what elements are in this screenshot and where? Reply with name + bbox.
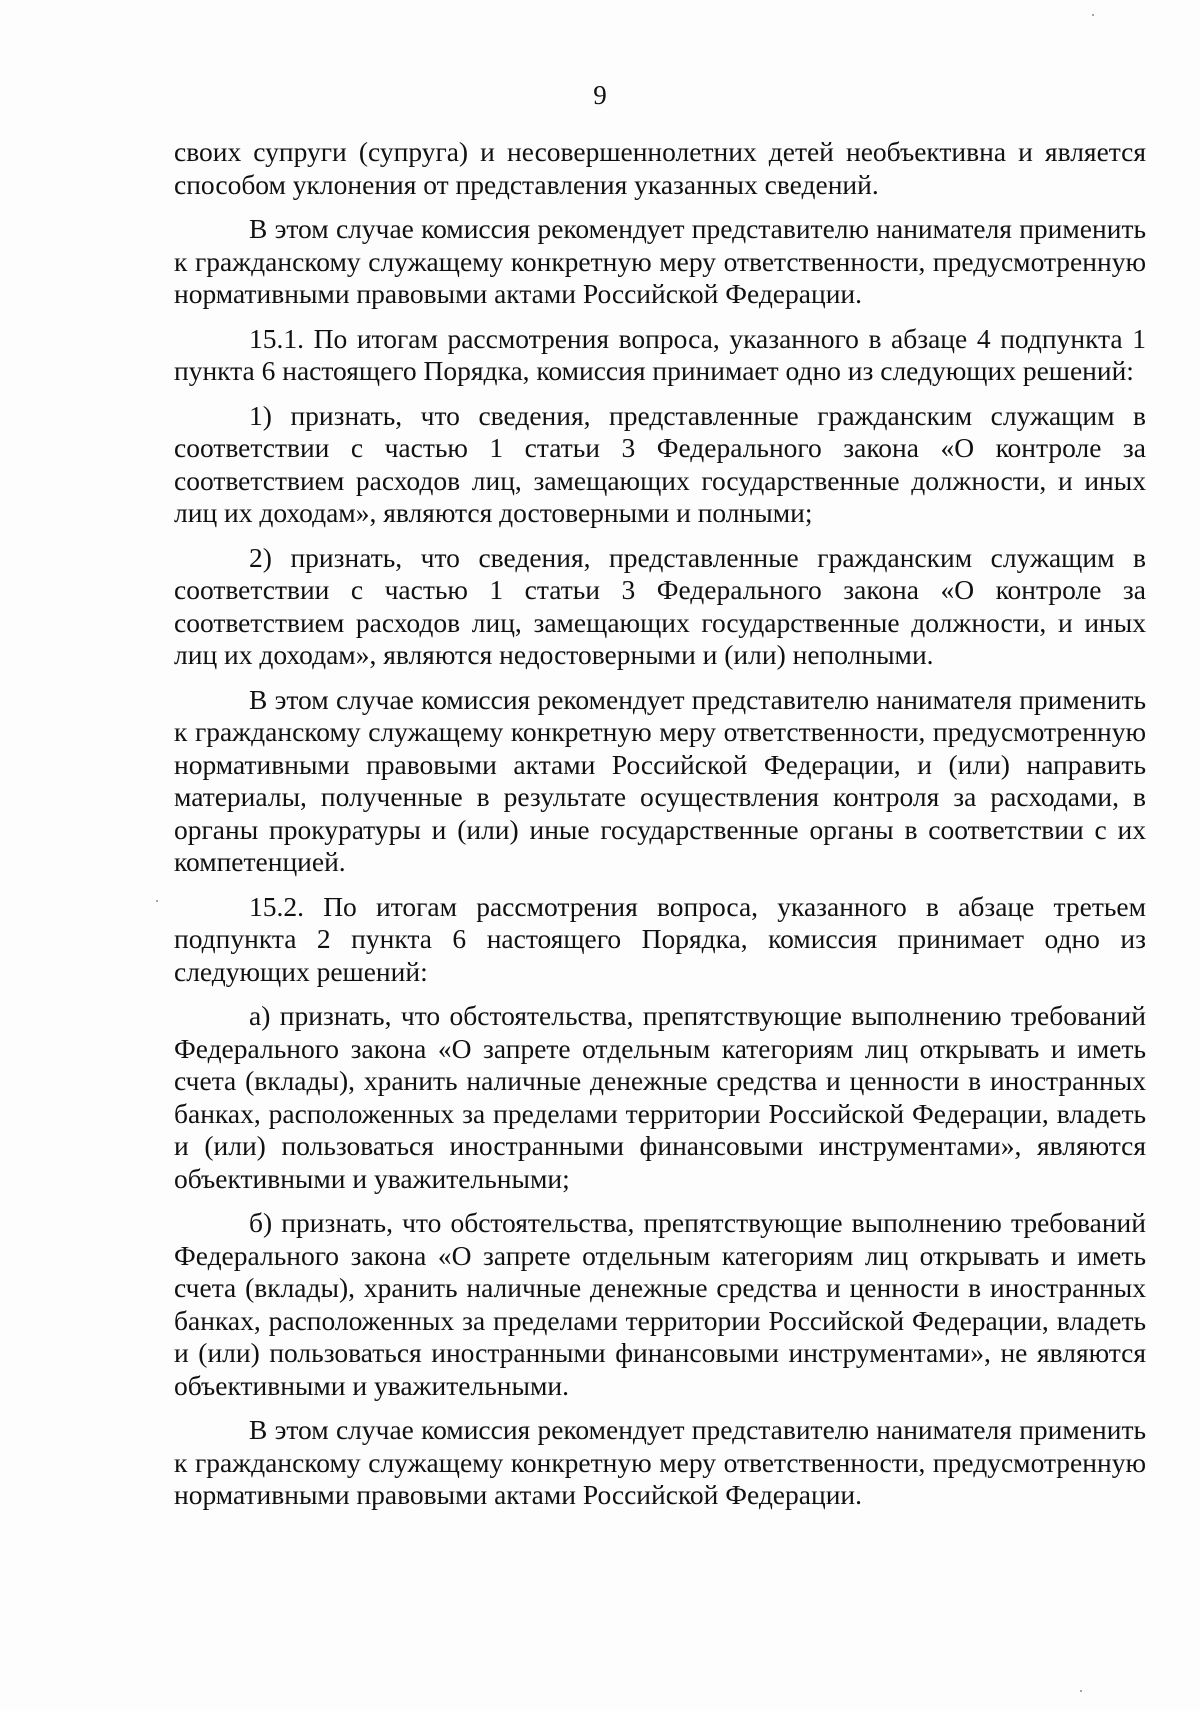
paragraph-15-1: 15.1. По итогам рассмотрения вопроса, указанного в абзаце 4 подпункта 1 пункта 6 настоящего Порядка, комиссия принимает одно из следующих решений: — [174, 322, 1146, 386]
paragraph-15-2: 15.2. По итогам рассмотрения вопроса, указанного в абзаце третьем подпункта 2 пункта 6 настоящего Порядка, комиссия принимает одно из следующих решений: — [174, 890, 1146, 987]
document-body — [174, 136, 1146, 1524]
scan-speck — [1092, 14, 1094, 16]
paragraph-decision-a: а) признать, что обстоятельства, препятствующие выполнению требований Федерального закона «О запрете отдельным категориям лиц открывать и иметь счета (вклады), хранить наличные денежные средства и ценности в иностранных банках, расположенных за пределами территории Российской Федерации, владеть и (или) пользоваться иностранными финансовыми инструментами», являются объективными и уважительными; — [174, 1000, 1146, 1194]
paragraph-continuation: своих супруги (супруга) и несовершеннолетних детей необъективна и является способом уклонения от представления указанных сведений. — [174, 136, 1146, 200]
paragraph-recommendation-1: В этом случае комиссия рекомендует представителю нанимателя применить к гражданскому служащему конкретную меру ответственности, предусмотренную нормативными правовыми актами Российской Федерации. — [174, 213, 1146, 309]
paragraph-decision-1: 1) признать, что сведения, представленные гражданским служащим в соответствии с частью 1 статьи 3 Федерального закона «О контроле за соответствием расходов лиц, замещающих государственные должности, и иных лиц их доходам», являются достоверными и полными; — [174, 399, 1146, 528]
paragraph-recommendation-2: В этом случае комиссия рекомендует представителю нанимателя применить к гражданскому служащему конкретную меру ответственности, предусмотренную нормативными правовыми актами Российской Федерации, и (или) направить материалы, полученные в результате осуществления контроля за расходами, в органы прокуратуры и (или) иные государственные органы в соответствии с их компетенцией. — [174, 683, 1146, 877]
scan-speck — [156, 900, 158, 902]
paragraph-recommendation-3: В этом случае комиссия рекомендует представителю нанимателя применить к гражданскому служащему конкретную меру ответственности, предусмотренную нормативными правовыми актами Российской Федерации. — [174, 1414, 1146, 1510]
page-number: 9 — [593, 80, 607, 110]
paragraph-decision-b: б) признать, что обстоятельства, препятствующие выполнению требований Федерального закона «О запрете отдельным категориям лиц открывать и иметь счета (вклады), хранить наличные денежные средства и ценности в иностранных банках, расположенных за пределами территории Российской Федерации, владеть и (или) пользоваться иностранными финансовыми инструментами», не являются объективными и уважительными. — [174, 1207, 1146, 1401]
paragraph-decision-2: 2) признать, что сведения, представленные гражданским служащим в соответствии с частью 1 статьи 3 Федерального закона «О контроле за соответствием расходов лиц, замещающих государственные должности, и иных лиц их доходам», являются недостоверными и (или) неполными. — [174, 541, 1146, 670]
scan-speck — [1080, 1690, 1082, 1692]
